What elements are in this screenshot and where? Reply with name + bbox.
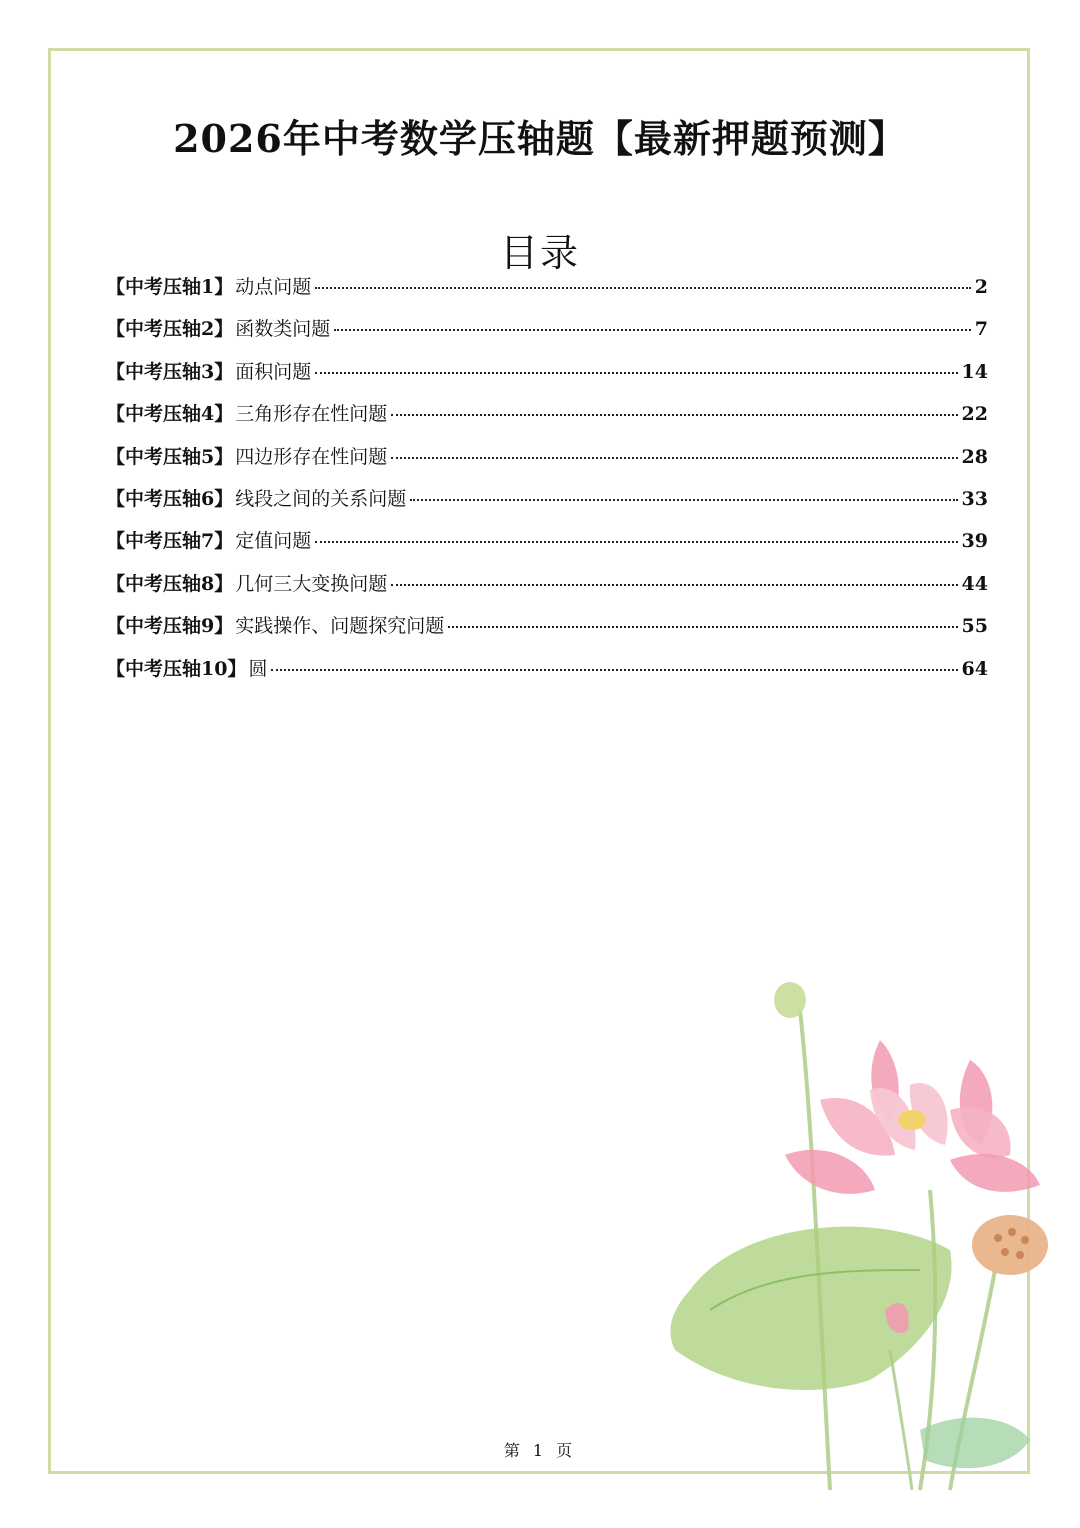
toc-entry-tag: 【中考压轴6】 xyxy=(106,487,234,510)
toc-dot-leader xyxy=(334,329,971,331)
toc-entry-title: 三角形存在性问题 xyxy=(235,403,388,426)
toc-dot-leader xyxy=(315,372,957,374)
toc-dot-leader xyxy=(271,669,957,671)
toc-dot-leader xyxy=(391,414,957,416)
page-number: 第 1 页 xyxy=(503,1441,577,1460)
toc-entry-title: 面积问题 xyxy=(235,360,312,383)
toc-entry[interactable] xyxy=(106,569,988,611)
toc-entry-tag: 【中考压轴9】 xyxy=(106,615,234,638)
toc-entry[interactable] xyxy=(106,399,988,441)
toc-entry-page: 14 xyxy=(961,360,988,383)
toc-entry-title: 定值问题 xyxy=(235,530,312,553)
toc-entry-page: 2 xyxy=(974,276,988,298)
toc-entry-tag: 【中考压轴3】 xyxy=(106,360,234,383)
toc-entry[interactable] xyxy=(106,654,988,696)
toc-dot-leader xyxy=(448,626,957,628)
toc-dot-leader xyxy=(391,584,957,586)
toc-dot-leader xyxy=(391,457,957,459)
toc-entry[interactable] xyxy=(106,314,988,356)
toc-dot-leader xyxy=(315,287,971,289)
toc-entry-page: 55 xyxy=(961,615,988,638)
toc-entry[interactable] xyxy=(106,526,988,568)
toc-entry-tag: 【中考压轴7】 xyxy=(106,530,234,553)
toc-entry[interactable] xyxy=(106,357,988,399)
toc-entry[interactable] xyxy=(106,442,988,484)
toc-entry-title: 四边形存在性问题 xyxy=(235,445,388,468)
toc-entry-tag: 【中考压轴4】 xyxy=(106,403,234,426)
toc-entry-title: 圆 xyxy=(248,657,268,680)
toc-entry[interactable] xyxy=(106,272,988,314)
toc-entry-title: 实践操作、问题探究问题 xyxy=(235,615,445,638)
toc-entry-title: 几何三大变换问题 xyxy=(235,572,388,595)
toc-entry-page: 28 xyxy=(961,445,988,468)
toc-entry-title: 函数类问题 xyxy=(235,318,331,341)
toc-entry[interactable] xyxy=(106,484,988,526)
toc-entry-page: 33 xyxy=(961,487,988,510)
toc-entry-tag: 【中考压轴5】 xyxy=(106,445,234,468)
toc-entry-title: 线段之间的关系问题 xyxy=(235,487,407,510)
lotus-flower-illustration xyxy=(650,970,1080,1510)
table-of-contents xyxy=(106,272,988,696)
toc-entry-tag: 【中考压轴10】 xyxy=(106,657,247,680)
toc-entry-tag: 【中考压轴2】 xyxy=(106,318,234,341)
toc-entry-title: 动点问题 xyxy=(235,276,312,298)
toc-entry-page: 44 xyxy=(961,572,988,595)
document-title: 2026年中考数学压轴题【最新押题预测】 xyxy=(173,116,907,161)
toc-entry-tag: 【中考压轴1】 xyxy=(106,276,234,298)
toc-entry-page: 64 xyxy=(961,657,988,680)
toc-entry-page: 39 xyxy=(961,530,988,553)
toc-entry-tag: 【中考压轴8】 xyxy=(106,572,234,595)
toc-entry[interactable] xyxy=(106,611,988,653)
toc-entry-page: 7 xyxy=(974,318,988,341)
toc-dot-leader xyxy=(315,541,957,543)
toc-dot-leader xyxy=(410,499,957,501)
toc-entry-page: 22 xyxy=(961,403,988,426)
toc-heading: 目录 xyxy=(499,231,580,275)
